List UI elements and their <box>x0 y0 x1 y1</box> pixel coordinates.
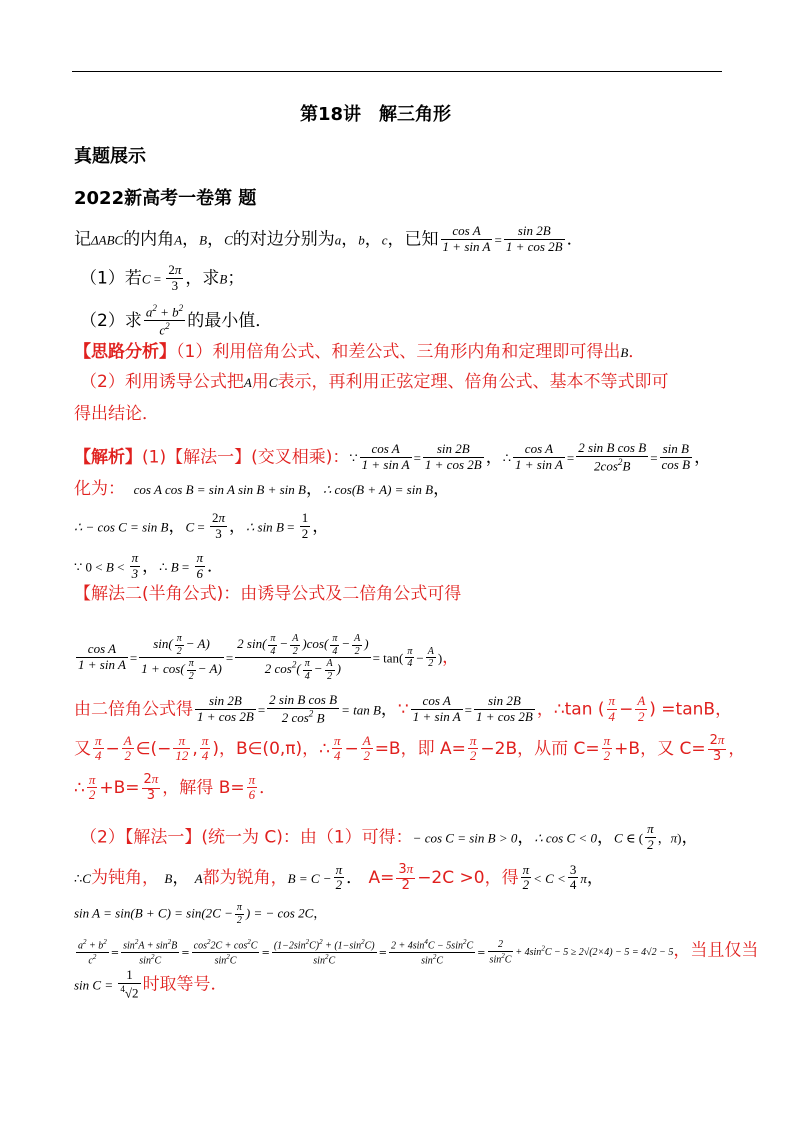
solution-m2-line1: $\frac{\text{cos A}}{\text{1 + sin A}}$ = sin( $\frac{\pi}{2}$ − A) 1 + cos( $\frac{\pi}{2}$ − A) = 2 sin( $\frac{\pi}{4}$ − $\frac{A}{2}$ )cos( $\frac{\pi}{4}$ − $\frac{A}{2}$ ) 2 $\cos^2$( $\frac{\pi}{4}$ − $\frac{A}{2}$ ) = tan( $\frac{\pi}{4}$ − $\frac{A}{2}$ )， <box>78 633 460 682</box>
text: ，求 <box>185 268 220 289</box>
text: （2）求 <box>80 310 142 331</box>
text: ，即 A= <box>400 738 466 759</box>
problem-source: 2022新高考一卷第 题 <box>74 188 257 209</box>
problem-statement: 记ΔABC的内角A，B，C的对边分别为a，b，c，已知 $\frac{\text{cos A}}{\text{1 + sin A}}$ = $\frac{\sin 2B}{1 + \cos 2B}$ ． <box>74 223 584 254</box>
solution-m2-line4: ∴ $\frac{\pi}{2}$ +B= $\frac{2\pi}{3}$ ，解得 B= $\frac{\pi}{6}$ ． <box>74 771 277 803</box>
solution-m2-line3: 又 $\frac{\pi}{4}$ − $\frac{A}{2}$ ∈(− $\frac{\pi}{12}$ , $\frac{\pi}{4}$ )，B∈(0,π)，∴ $\frac{\pi}{4}$ − $\frac{A}{2}$ =B，即 A= $\frac{\pi}{2}$ −2B，从而 C= $\frac{\pi}{2}$ +B，又 C= $\frac{2\pi}{3}$ ， <box>74 732 746 764</box>
analysis-p2: （2）利用诱导公式把A用C表示，再利用正弦定理、倍角公式、基本不等式即可 <box>80 372 669 392</box>
text: 为钝角， <box>90 867 159 888</box>
analysis-p2-cont: 得出结论． <box>74 404 159 424</box>
text: 的对边分别为 <box>232 229 335 250</box>
section-heading: 真题展示 <box>74 146 146 167</box>
text: （1）利用倍角公式、和差公式、三角形内角和定理即可得出 <box>176 342 621 362</box>
text: 化为： <box>74 479 125 499</box>
solution-p2-line5: sin C = $\frac{1}{^4√2}$ 时取等号． <box>74 967 228 1001</box>
text: −2C >0，得 <box>417 867 519 888</box>
solution-m1-line1: 【解析】(1)【解法一】(交叉相乘)：∵ $\frac{\text{cos A}}{\text{1 + sin A}}$ = $\frac{\sin 2B}{1 + \cos 2B}$ ，∴ $\frac{\text{cos A}}{\text{1 + sin A}}$ = $\frac{\text{2 sin B cos B}}{2\cos^2B}$ = $\frac{\text{sin B}}{\text{cos B}}$ ， <box>74 440 712 474</box>
solution-p2-line1: （2）【解法一】(统一为 C)：由（1）可得：− cos C = sin B > 0，∴ cos C < 0，C ∈ ( $\frac{\pi}{2}$ ，π)， <box>80 821 699 852</box>
solution-m2-line2: 由二倍角公式得 $\frac{\sin 2B}{1 + \cos 2B}$ = $\frac{\text{2 sin B cos B}}{2 \cos^2 B}$ = tan B，∵ $\frac{\text{cos A}}{\text{1 + sin A}}$ = $\frac{\sin 2B}{1 + \cos 2B}$ ，∴tan ( $\frac{\pi}{4}$ − $\frac{A}{2}$ ) =tanB， <box>74 692 733 726</box>
math: ΔABC <box>91 232 124 248</box>
text: （2）【解法一】(统一为 C)：由（1）可得： <box>80 827 413 848</box>
text: 时取等号． <box>142 974 228 995</box>
solution-m1-line4: ∵ 0 < B < $\frac{\pi}{3}$ ，∴ B = $\frac{\pi}{6}$ ． <box>74 550 225 581</box>
text: 又 <box>74 738 91 759</box>
page-title: 第18讲 解三角形 <box>300 104 452 125</box>
solution-p2-line4: $\frac{a^2 + b^2}{c^2}$ = $\frac{\sin^2A + \sin^2B}{\sin^2C}$ = $\frac{\cos^22C + \cos^2C}{\sin^2C}$ = $\frac{(1-2\sin^2C)^2 + (1-\sin^2C)}{\sin^2C}$ = $\frac{2 + 4\sin^4C - 5\sin^2C}{\sin^2C}$ = $\frac{2}{\sin^2C}$ + $4\sin^2C - 5 \ge 2√(2\times 4) - 5 = 4√2 - 5$，当且仅当 <box>78 938 759 967</box>
problem-part1: （1）若C = $\frac{2\pi}{3}$ ，求B； <box>80 262 245 293</box>
text: （1）若 <box>80 268 142 289</box>
problem-part2: （2）求 $\frac{a^2 + b^2}{c^2}$ 的最小值． <box>80 303 273 338</box>
text: −2B，从而 C= <box>480 738 600 759</box>
solution-label: 【解析】 <box>74 447 142 468</box>
solution-p2-line2: ∴C为钝角， B， A都为锐角，B = C − $\frac{\pi}{2}$ ． A= $\frac{3\pi}{2}$ −2C >0，得 $\frac{\pi}{2}$ < C < $\frac{3}{4}$ π， <box>74 861 604 893</box>
analysis-label: 【思路分析】 <box>74 342 176 362</box>
text: 用 <box>251 372 269 392</box>
analysis-p1: 【思路分析】（1）利用倍角公式、和差公式、三角形内角和定理即可得出B． <box>74 342 646 362</box>
text: 记 <box>74 229 91 250</box>
text: ，解得 B= <box>162 777 245 798</box>
solution-m1-line3: ∴ − cos C = sin B，C = $\frac{2\pi}{3}$ ，∴ sin B = $\frac{1}{2}$ ， <box>74 510 330 541</box>
text: 由二倍角公式得 <box>74 699 193 720</box>
solution-m1-line2: 化为： cos A cos B = sin A sin B + sin B，∴ cos(B + A) = sin B， <box>74 479 451 499</box>
text: 的内角 <box>123 229 175 250</box>
text: (1)【解法一】(交叉相乘)： <box>142 447 350 468</box>
text: （2）利用诱导公式把 <box>80 372 244 392</box>
solution-m2-heading: 【解法二(半角公式)：由诱导公式及二倍角公式可得 <box>74 584 462 604</box>
header-rule <box>72 71 722 72</box>
text: ，已知 <box>387 229 439 250</box>
text: 都为锐角， <box>202 867 288 888</box>
text: ，当且仅当 <box>673 940 759 961</box>
text: A= <box>368 867 395 888</box>
text: 的最小值． <box>187 310 273 331</box>
text: +B，又 C= <box>614 738 706 759</box>
solution-p2-line3: sin A = sin(B + C) = sin(2C − $\frac{\pi}{2}$ ) = − cos 2C， <box>74 902 327 926</box>
text: 表示，再利用正弦定理、倍角公式、基本不等式即可 <box>277 372 669 392</box>
